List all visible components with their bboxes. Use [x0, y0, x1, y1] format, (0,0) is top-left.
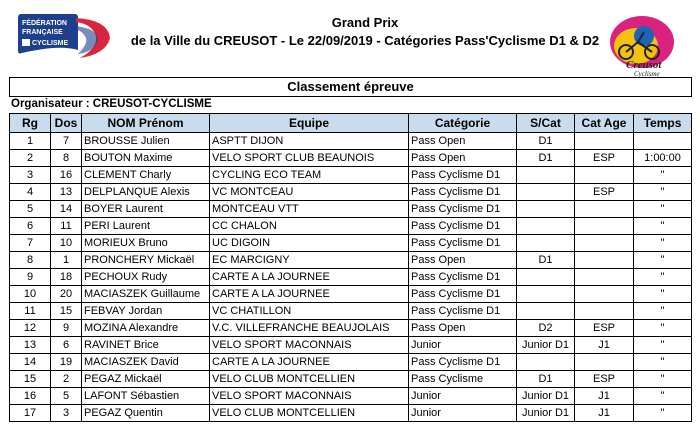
cell-team: VELO SPORT CLUB BEAUNOIS [210, 150, 409, 167]
cell-age-category: ESP [575, 371, 634, 388]
table-row [10, 303, 692, 320]
column-header-category: Catégorie [409, 114, 517, 133]
section-title: Classement épreuve [9, 77, 692, 97]
cell-age-category [575, 269, 634, 286]
cell-bib: 20 [51, 286, 82, 303]
cell-time: " [634, 201, 692, 218]
cell-bib: 9 [51, 320, 82, 337]
table-row [10, 133, 692, 150]
cell-rank: 11 [10, 303, 51, 320]
cell-age-category [575, 218, 634, 235]
cell-age-category [575, 133, 634, 150]
cell-subcategory [517, 269, 575, 286]
cell-time: " [634, 388, 692, 405]
cell-subcategory: D2 [517, 320, 575, 337]
cell-age-category: J1 [575, 388, 634, 405]
race-header [120, 14, 610, 50]
column-header-subcategory: S/Cat [517, 114, 575, 133]
cell-team: MONTCEAU VTT [210, 201, 409, 218]
cell-rank: 15 [10, 371, 51, 388]
cell-team: VELO CLUB MONTCELLIEN [210, 371, 409, 388]
cell-category: Pass Cyclisme D1 [409, 303, 517, 320]
cell-subcategory [517, 218, 575, 235]
cell-age-category [575, 286, 634, 303]
cell-time: " [634, 184, 692, 201]
cell-subcategory: Junior D1 [517, 405, 575, 422]
table-header-row [10, 114, 692, 133]
cell-bib: 16 [51, 167, 82, 184]
cell-bib: 2 [51, 371, 82, 388]
cell-subcategory [517, 354, 575, 371]
results-body [10, 133, 692, 422]
cell-subcategory: D1 [517, 133, 575, 150]
cell-subcategory [517, 235, 575, 252]
cell-category: Pass Cyclisme D1 [409, 269, 517, 286]
cell-age-category: ESP [575, 150, 634, 167]
cell-rank: 8 [10, 252, 51, 269]
cell-team: UC DIGOIN [210, 235, 409, 252]
cell-time [634, 133, 692, 150]
cell-bib: 3 [51, 405, 82, 422]
cell-age-category [575, 354, 634, 371]
table-row [10, 167, 692, 184]
cell-rank: 9 [10, 269, 51, 286]
table-row [10, 184, 692, 201]
cell-name: BOYER Laurent [82, 201, 210, 218]
column-header-rank: Rg [10, 114, 51, 133]
cell-team: CARTE A LA JOURNEE [210, 269, 409, 286]
column-header-time: Temps [634, 114, 692, 133]
cell-bib: 8 [51, 150, 82, 167]
table-row [10, 218, 692, 235]
cell-bib: 19 [51, 354, 82, 371]
cell-subcategory: D1 [517, 371, 575, 388]
cell-name: RAVINET Brice [82, 337, 210, 354]
cell-rank: 10 [10, 286, 51, 303]
cell-category: Junior [409, 405, 517, 422]
cell-age-category [575, 303, 634, 320]
cell-rank: 4 [10, 184, 51, 201]
cell-name: PERI Laurent [82, 218, 210, 235]
cell-name: MACIASZEK Guillaume [82, 286, 210, 303]
cell-time: " [634, 269, 692, 286]
cell-name: FEBVAY Jordan [82, 303, 210, 320]
table-row [10, 371, 692, 388]
cell-subcategory: Junior D1 [517, 337, 575, 354]
cell-category: Pass Open [409, 320, 517, 337]
cell-age-category: J1 [575, 337, 634, 354]
cell-category: Pass Cyclisme D1 [409, 218, 517, 235]
cell-name: LAFONT Sébastien [82, 388, 210, 405]
cell-subcategory [517, 286, 575, 303]
cell-name: MOZINA Alexandre [82, 320, 210, 337]
cell-team: VC MONTCEAU [210, 184, 409, 201]
ffc-logo-line3: CYCLISME [32, 40, 69, 47]
column-header-team: Equipe [210, 114, 409, 133]
cell-rank: 1 [10, 133, 51, 150]
table-row [10, 388, 692, 405]
cell-subcategory [517, 167, 575, 184]
cell-subcategory: D1 [517, 252, 575, 269]
cell-category: Pass Cyclisme D1 [409, 167, 517, 184]
ffc-logo-line1: FÉDÉRATION [22, 20, 67, 27]
cell-team: CC CHALON [210, 218, 409, 235]
table-row [10, 337, 692, 354]
cell-rank: 12 [10, 320, 51, 337]
column-header-name: NOM Prénom [82, 114, 210, 133]
cell-rank: 14 [10, 354, 51, 371]
cell-name: PEGAZ Mickaël [82, 371, 210, 388]
cell-age-category [575, 201, 634, 218]
cell-category: Junior [409, 337, 517, 354]
table-row [10, 201, 692, 218]
cell-team: CARTE A LA JOURNEE [210, 354, 409, 371]
cell-rank: 7 [10, 235, 51, 252]
cell-name: DELPLANQUE Alexis [82, 184, 210, 201]
cell-time: " [634, 320, 692, 337]
cell-rank: 2 [10, 150, 51, 167]
cell-bib: 15 [51, 303, 82, 320]
creusot-cyclisme-logo [606, 12, 688, 78]
cell-bib: 5 [51, 388, 82, 405]
cell-time: " [634, 235, 692, 252]
table-row [10, 235, 692, 252]
cell-bib: 10 [51, 235, 82, 252]
cell-rank: 6 [10, 218, 51, 235]
cell-age-category: J1 [575, 405, 634, 422]
cell-subcategory [517, 303, 575, 320]
cell-name: PECHOUX Rudy [82, 269, 210, 286]
cell-age-category [575, 167, 634, 184]
cell-bib: 7 [51, 133, 82, 150]
creusot-logo-text: Creusot [626, 59, 662, 71]
cell-rank: 16 [10, 388, 51, 405]
column-header-age-category: Cat Age [575, 114, 634, 133]
column-header-bib: Dos [51, 114, 82, 133]
cell-team: VELO SPORT MACONNAIS [210, 388, 409, 405]
cell-name: CLEMENT Charly [82, 167, 210, 184]
cell-team: ASPTT DIJON [210, 133, 409, 150]
cell-name: PEGAZ Quentin [82, 405, 210, 422]
cell-team: CARTE A LA JOURNEE [210, 286, 409, 303]
cell-time: 1:00:00 [634, 150, 692, 167]
cell-category: Junior [409, 388, 517, 405]
ffc-logo-line2: FRANÇAISE [22, 29, 63, 36]
header-line-1: Grand Prix [331, 15, 399, 30]
cell-age-category: ESP [575, 320, 634, 337]
cell-team: V.C. VILLEFRANCHE BEAUJOLAIS [210, 320, 409, 337]
cell-subcategory [517, 184, 575, 201]
table-row [10, 354, 692, 371]
cell-age-category [575, 252, 634, 269]
cell-bib: 6 [51, 337, 82, 354]
cell-bib: 18 [51, 269, 82, 286]
cell-category: Pass Open [409, 252, 517, 269]
cell-name: MORIEUX Bruno [82, 235, 210, 252]
cell-team: VELO SPORT MACONNAIS [210, 337, 409, 354]
cell-time: " [634, 252, 692, 269]
header-line-2: de la Ville du CREUSOT - Le 22/09/2019 - Catégories Pass'Cyclisme D1 & D2 [130, 33, 600, 48]
creusot-logo-subtext: Cyclisme [634, 70, 660, 78]
table-row [10, 252, 692, 269]
cell-rank: 3 [10, 167, 51, 184]
organizer-label: Organisateur : CREUSOT-CYCLISME [11, 98, 212, 110]
cell-team: CYCLING ECO TEAM [210, 167, 409, 184]
cell-time: " [634, 354, 692, 371]
cell-rank: 17 [10, 405, 51, 422]
cell-category: Pass Cyclisme D1 [409, 354, 517, 371]
cell-age-category: ESP [575, 184, 634, 201]
cell-team: EC MARCIGNY [210, 252, 409, 269]
table-row [10, 320, 692, 337]
cell-time: " [634, 371, 692, 388]
table-row [10, 405, 692, 422]
table-row [10, 269, 692, 286]
cell-bib: 1 [51, 252, 82, 269]
cell-team: VC CHATILLON [210, 303, 409, 320]
cell-time: " [634, 337, 692, 354]
cell-name: BROUSSE Julien [82, 133, 210, 150]
cell-time: " [634, 303, 692, 320]
results-table [9, 113, 692, 422]
cell-bib: 11 [51, 218, 82, 235]
cell-subcategory: D1 [517, 150, 575, 167]
cell-name: BOUTON Maxime [82, 150, 210, 167]
cell-rank: 5 [10, 201, 51, 218]
table-row [10, 150, 692, 167]
cell-category: Pass Cyclisme D1 [409, 235, 517, 252]
cell-subcategory [517, 201, 575, 218]
cell-time: " [634, 286, 692, 303]
cell-category: Pass Open [409, 150, 517, 167]
ffc-logo [18, 14, 114, 60]
cell-bib: 14 [51, 201, 82, 218]
cell-name: PRONCHERY Mickaël [82, 252, 210, 269]
cell-age-category [575, 235, 634, 252]
cell-time: " [634, 167, 692, 184]
cell-category: Pass Open [409, 133, 517, 150]
cell-category: Pass Cyclisme D1 [409, 201, 517, 218]
cell-name: MACIASZEK David [82, 354, 210, 371]
cell-category: Pass Cyclisme D1 [409, 286, 517, 303]
table-row [10, 286, 692, 303]
cell-bib: 13 [51, 184, 82, 201]
cell-subcategory: Junior D1 [517, 388, 575, 405]
cell-time: " [634, 218, 692, 235]
cell-category: Pass Cyclisme [409, 371, 517, 388]
cell-time: " [634, 405, 692, 422]
cell-team: VELO CLUB MONTCELLIEN [210, 405, 409, 422]
cell-rank: 13 [10, 337, 51, 354]
cell-category: Pass Cyclisme D1 [409, 184, 517, 201]
